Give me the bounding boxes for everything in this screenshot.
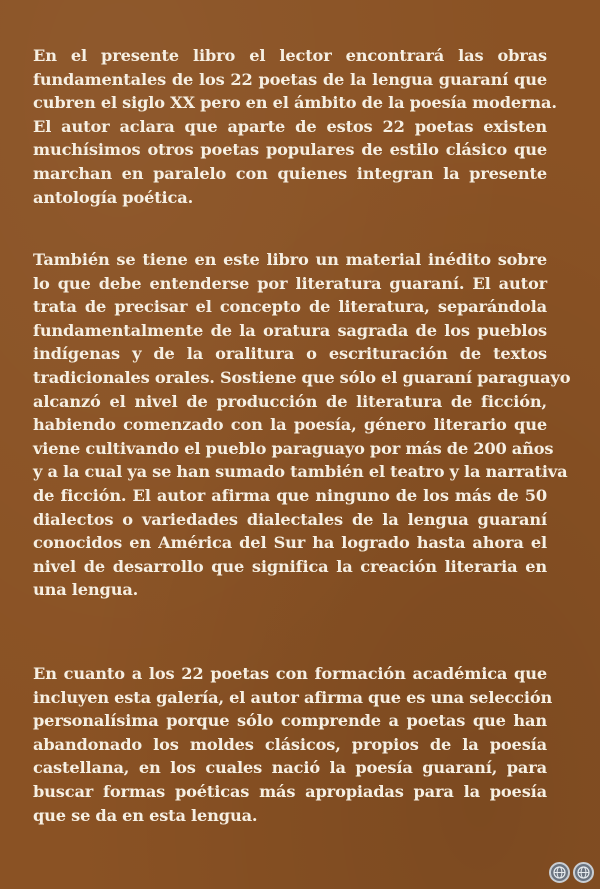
text-line: trata de precisar el concepto de literatura, separándola: [33, 297, 547, 317]
text-line: abandonado los moldes clásicos, propios de la poesía: [33, 734, 547, 754]
text-line: marchan en paralelo con quienes integran la presente: [33, 163, 547, 183]
text-line: muchísimos otros poetas populares de estilo clásico que: [33, 140, 547, 160]
paragraph-1: [33, 44, 557, 209]
text-line: dialectos o variedades dialectales de la lengua guaraní: [33, 509, 547, 529]
globe-icon: [549, 862, 570, 883]
text-line: habiendo comenzado con la poesía, género literario que: [33, 415, 547, 435]
paragraph-3: [33, 662, 553, 827]
globe-icon: [573, 862, 594, 883]
text-line: También se tiene en este libro un material inédito sobre: [33, 250, 547, 269]
text-line: fundamentalmente de la oratura sagrada de los pueblos: [33, 320, 547, 340]
text-line: En el presente libro el lector encontrará las obras: [33, 46, 547, 65]
text-line: buscar formas poéticas más apropiadas para la poesía: [33, 781, 547, 801]
text-line: El autor aclara que aparte de estos 22 poetas existen: [33, 116, 547, 136]
text-line: de ficción. El autor afirma que ninguno de los más de 50: [33, 485, 547, 505]
text-line: personalísima porque sólo comprende a poetas que han: [33, 711, 547, 731]
corner-watermark: [549, 862, 594, 883]
text-line: castellana, en los cuales nació la poesía guaraní, para: [33, 758, 547, 778]
text-line: viene cultivando el pueblo paraguayo por más de 200 años: [33, 438, 554, 458]
text-line: cubren el siglo XX pero en el ámbito de la poesía moderna.: [33, 93, 557, 113]
text-line: tradicionales orales. Sostiene que sólo el guaraní paraguayo: [33, 367, 571, 387]
text-line: incluyen esta galería, el autor afirma que es una selección: [33, 687, 553, 707]
paragraph-2: [33, 248, 571, 602]
text-line: alcanzó el nivel de producción de literatura de ficción,: [33, 391, 547, 411]
text-line: nivel de desarrollo que significa la creación literaria en: [33, 556, 547, 576]
text-line: indígenas y de la oralitura o escrituración de textos: [33, 344, 547, 364]
text-line: antología poética.: [33, 187, 194, 207]
text-line: En cuanto a los 22 poetas con formación académica que: [33, 664, 547, 683]
text-line: fundamentales de los 22 poetas de la lengua guaraní que: [33, 69, 547, 89]
text-line: conocidos en América del Sur ha logrado hasta ahora el: [33, 533, 547, 553]
text-line: y a la cual ya se han sumado también el teatro y la narrativa: [33, 462, 568, 482]
text-line: que se da en esta lengua.: [33, 805, 258, 825]
text-line: lo que debe entenderse por literatura guaraní. El autor: [33, 273, 547, 293]
text-line: una lengua.: [33, 580, 139, 600]
